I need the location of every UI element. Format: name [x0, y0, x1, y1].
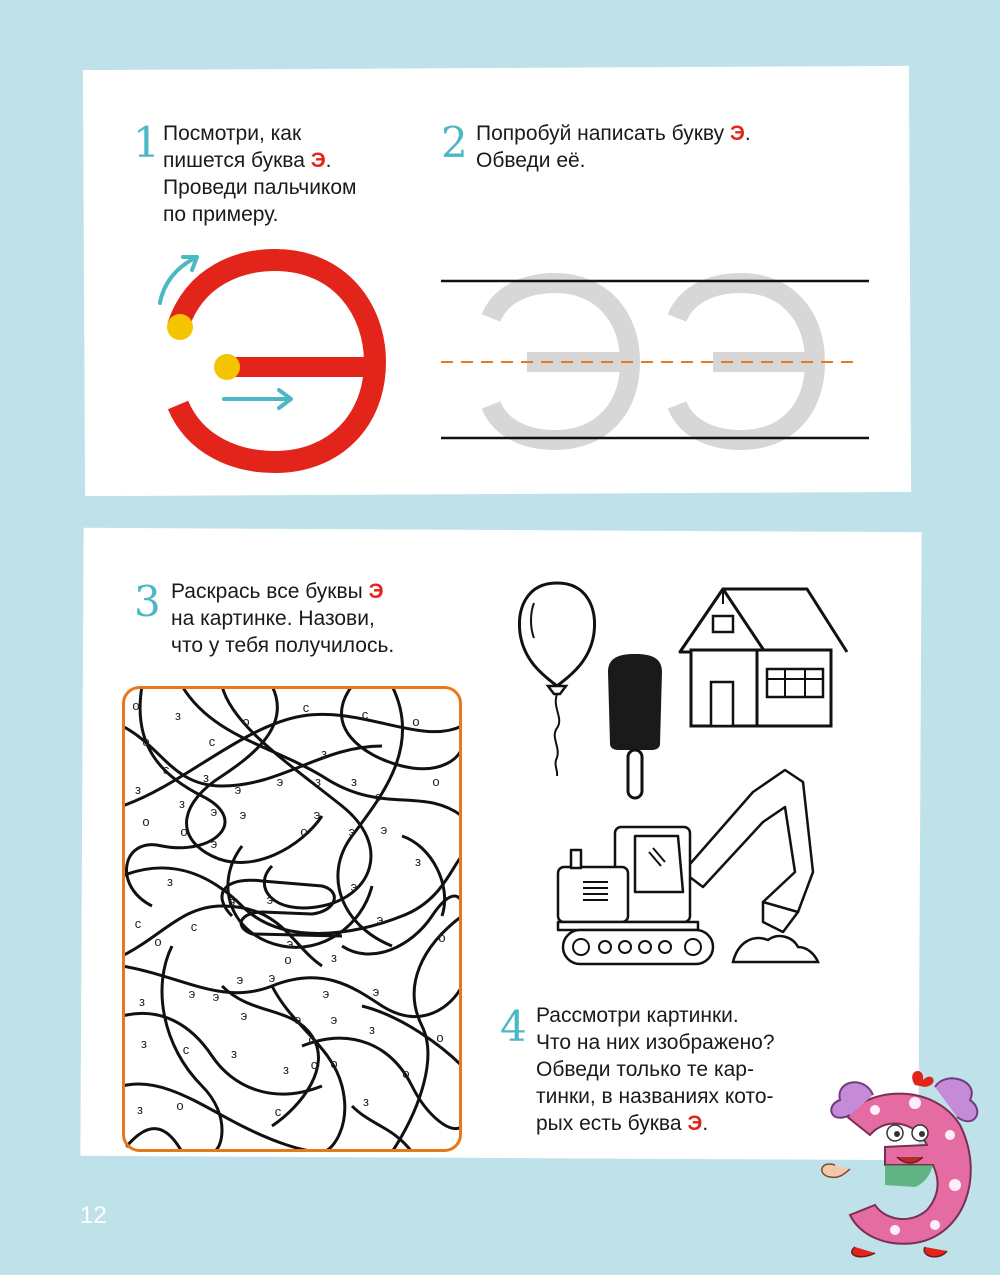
svg-text:о: о — [432, 774, 440, 789]
task1-letter: Э — [310, 149, 326, 172]
svg-text:о: о — [402, 1066, 410, 1081]
svg-text:о: о — [300, 824, 308, 839]
svg-text:э: э — [240, 1008, 248, 1023]
task1-number: 1 — [133, 118, 160, 167]
task1-line2a: пишется буква — [163, 149, 311, 172]
svg-text:с: с — [182, 1042, 190, 1057]
svg-text:с: с — [374, 789, 382, 804]
task2-letter: Э — [729, 122, 745, 145]
svg-text:э: э — [294, 1012, 302, 1027]
task3-text — [171, 578, 394, 659]
house-icon[interactable] — [675, 584, 855, 734]
task4-line1: Рассмотри картинки. — [536, 1004, 739, 1027]
svg-text:з: з — [369, 1022, 375, 1037]
task4-number: 4 — [500, 1002, 527, 1051]
svg-text:з: з — [321, 746, 327, 761]
svg-text:с: с — [274, 1104, 282, 1119]
svg-text:с: с — [302, 700, 310, 715]
svg-text:с: с — [361, 707, 369, 722]
svg-text:о: о — [132, 698, 140, 713]
svg-text:э: э — [188, 986, 196, 1001]
svg-text:о: о — [412, 714, 420, 729]
svg-text:о: о — [438, 930, 446, 945]
task1-line2b: . — [325, 149, 332, 172]
svg-text:э: э — [330, 1012, 338, 1027]
svg-text:э: э — [212, 989, 220, 1004]
svg-text:э: э — [239, 807, 247, 822]
task3-line2: на картинке. Назови, — [171, 607, 375, 630]
svg-text:з: з — [415, 854, 421, 869]
task4-line5 — [536, 1110, 775, 1137]
task2-line1b: . — [744, 122, 751, 145]
svg-text:э: э — [268, 970, 276, 985]
svg-text:о: о — [436, 1030, 444, 1045]
svg-text:о: о — [142, 734, 150, 749]
svg-text:з: з — [331, 950, 337, 965]
task2-line2: Обведи её. — [476, 149, 586, 172]
svg-text:э: э — [348, 824, 356, 839]
svg-text:э: э — [372, 984, 380, 999]
task1-line3: Проведи пальчиком — [163, 176, 357, 199]
svg-text:э: э — [210, 836, 218, 851]
svg-text:с: с — [162, 762, 170, 777]
svg-text:э: э — [210, 804, 218, 819]
svg-text:з: з — [175, 708, 181, 723]
svg-text:с: с — [190, 919, 198, 934]
task3-letter: Э — [368, 580, 384, 603]
svg-text:з: з — [141, 1036, 147, 1051]
task3-number: 3 — [134, 577, 161, 626]
svg-text:з: з — [231, 1046, 237, 1061]
svg-text:э: э — [322, 986, 330, 1001]
task1-line4: по примеру. — [163, 203, 279, 226]
svg-text:з: з — [203, 770, 209, 785]
svg-text:з: з — [179, 796, 185, 811]
svg-text:э: э — [236, 972, 244, 987]
svg-text:э: э — [380, 822, 388, 837]
svg-text:э: э — [286, 936, 294, 951]
svg-text:з: з — [167, 874, 173, 889]
svg-text:з: з — [135, 782, 141, 797]
svg-text:о: о — [284, 952, 292, 967]
svg-text:э: э — [376, 912, 384, 927]
svg-text:э: э — [350, 879, 358, 894]
task4-line5a: рых есть буква — [536, 1112, 688, 1135]
svg-text:з: з — [351, 774, 357, 789]
svg-text:о: о — [154, 934, 162, 949]
svg-text:о: о — [308, 1032, 316, 1047]
task4-text — [536, 1002, 775, 1137]
coloring-maze — [122, 686, 462, 1152]
svg-text:о: о — [180, 824, 188, 839]
svg-text:э: э — [228, 894, 236, 909]
svg-text:з: з — [315, 774, 321, 789]
svg-text:о: о — [176, 1098, 184, 1113]
task4-line5b: . — [702, 1112, 709, 1135]
svg-text:с: с — [134, 916, 142, 931]
page-number: 12 — [80, 1202, 107, 1229]
svg-text:э: э — [276, 774, 284, 789]
svg-text:о: о — [330, 1056, 338, 1071]
svg-text:э: э — [313, 807, 321, 822]
task4-letter: Э — [687, 1112, 703, 1135]
task3-line3: что у тебя получилось. — [171, 634, 395, 657]
svg-text:о: о — [142, 814, 150, 829]
svg-text:з: з — [137, 1102, 143, 1117]
task3-line1a: Раскрась все буквы — [171, 580, 369, 603]
task1-line1: Посмотри, как — [163, 122, 302, 145]
balloon-icon[interactable] — [512, 578, 602, 778]
task4-line4: тинки, в названиях кото- — [536, 1085, 774, 1108]
svg-text:с: с — [208, 734, 216, 749]
task2-line1a: Попробуй написать букву — [476, 122, 730, 145]
character-letter-e-icon — [815, 1065, 995, 1265]
svg-text:с: с — [310, 1057, 318, 1072]
task2-number: 2 — [441, 118, 468, 167]
svg-text:з: з — [363, 1094, 369, 1109]
excavator-icon[interactable] — [553, 762, 833, 972]
svg-text:о: о — [242, 714, 250, 729]
svg-text:э: э — [234, 782, 242, 797]
task4-line2: Что на них изображено? — [536, 1031, 775, 1054]
svg-text:з: з — [283, 1062, 289, 1077]
task4-line3: Обведи только те кар- — [536, 1058, 754, 1081]
svg-text:з: з — [139, 994, 145, 1009]
svg-text:э: э — [266, 892, 274, 907]
task3-line1 — [171, 578, 394, 605]
